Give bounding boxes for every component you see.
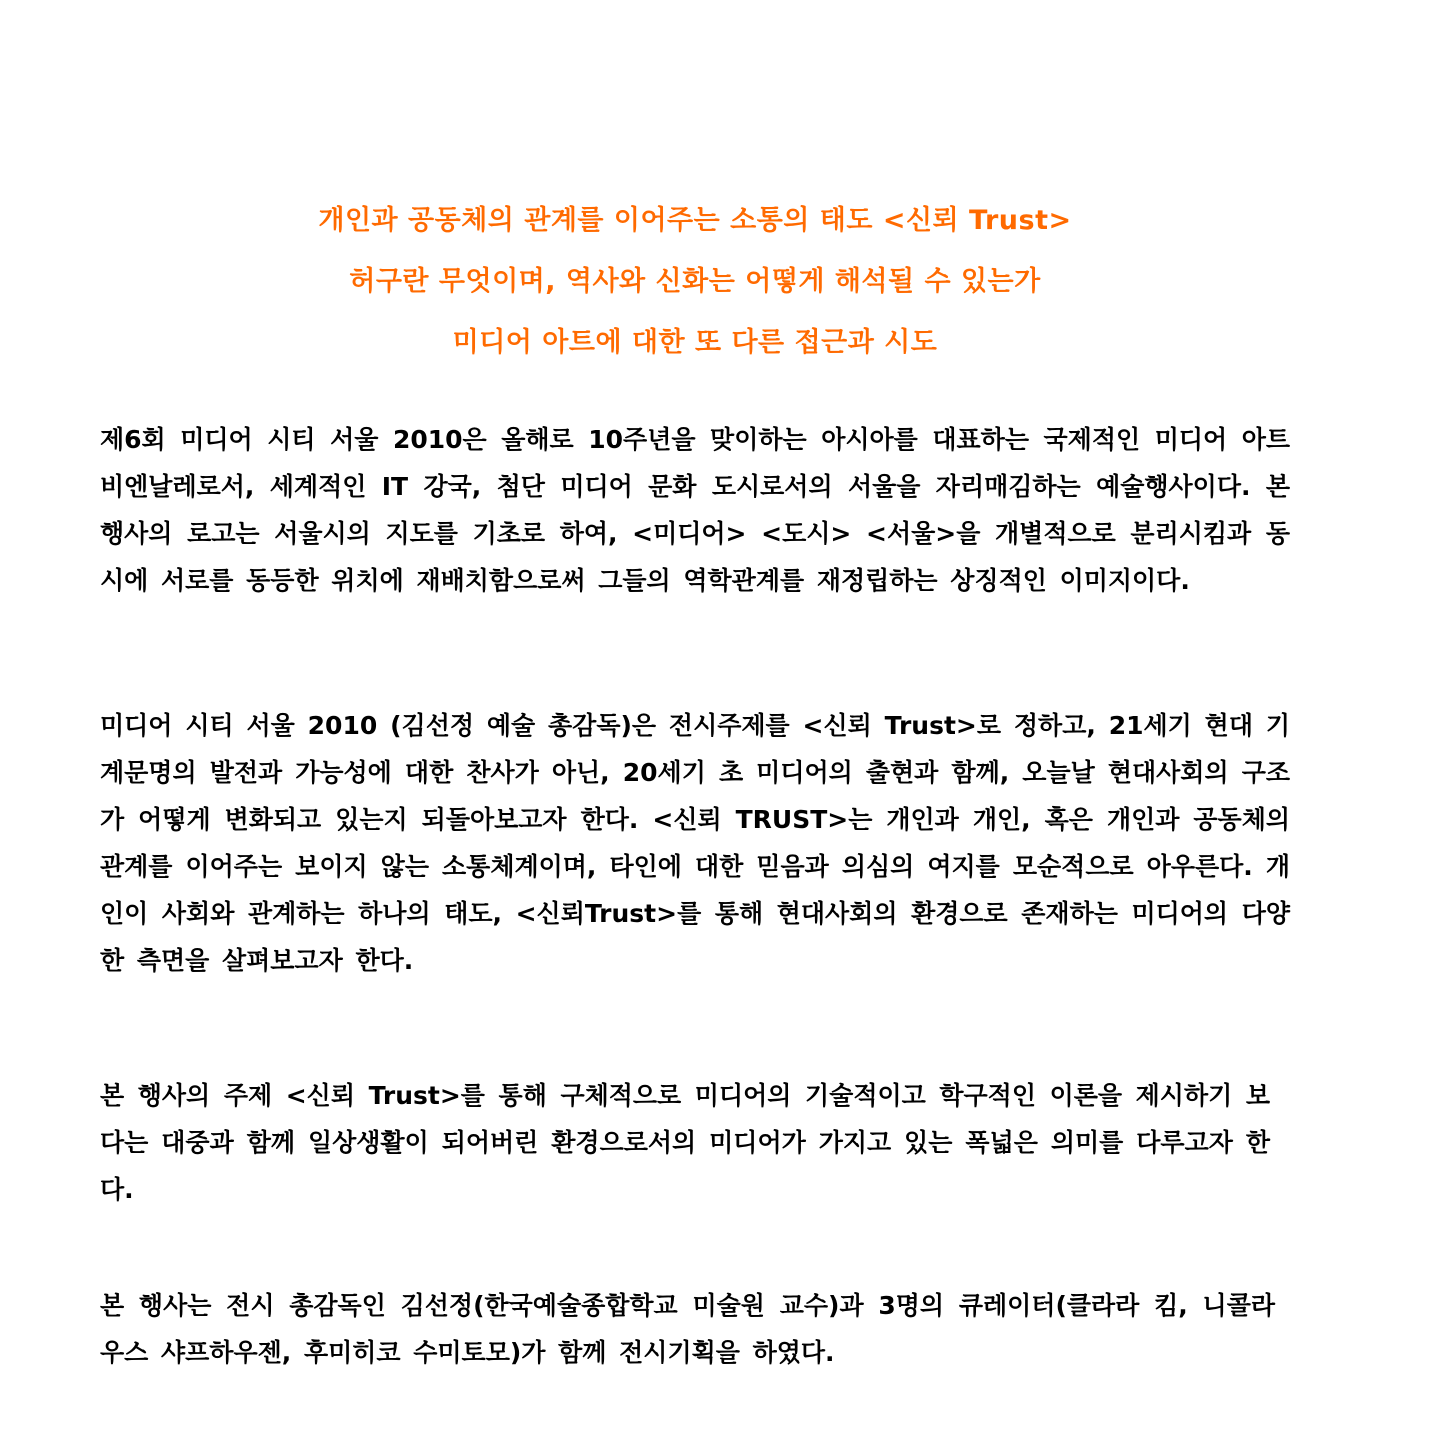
headline-line-3: 미디어 아트에 대한 또 다른 접근과 시도 <box>452 327 938 358</box>
body-paragraph-4: 본 행사는 전시 총감독인 김선정(한국예술종합학교 미술원 교수)과 3명의 큐레이터(클라라 킴, 니콜라우스 샤프하우젠, 후미히코 수미토모)가 함께 전시기획을 하였다. <box>100 1291 1275 1367</box>
body-paragraph-3: 본 행사의 주제 <신뢰 Trust>를 통해 구체적으로 미디어의 기술적이고 학구적인 이론을 제시하기 보다는 대중과 함께 일상생활이 되어버린 환경으로서의 미디어가 가지고 있는 폭넓은 의미를 다루고자 한다. <box>100 1081 1270 1204</box>
headline-block <box>100 190 1290 373</box>
body-paragraph-2: 미디어 시티 서울 2010 (김선정 예술 총감독)은 전시주제를 <신뢰 Trust>로 정하고, 21세기 현대 기계문명의 발전과 가능성에 대한 찬사가 아닌, 20세기 초 미디어의 출현과 함께, 오늘날 현대사회의 구조가 어떻게 변화되고 있는지 되돌아보고자 한다. <신뢰 TRUST>는 개인과 개인, 혹은 개인과 공동체의 관계를 이어주는 보이지 않는 소통체계이며, 타인에 대한 믿음과 의심의 여지를 모순적으로 아우른다. 개인이 사회와 관계하는 하나의 태도, <신뢰Trust>를 통해 현대사회의 환경으로 존재하는 미디어의 다양한 측면을 살펴보고자 한다. <box>100 711 1290 975</box>
headline-line-1: 개인과 공동체의 관계를 이어주는 소통의 태도 <신뢰 Trust> <box>318 205 1072 236</box>
headline-line-2: 허구란 무엇이며, 역사와 신화는 어떻게 해석될 수 있는가 <box>349 266 1041 297</box>
body-paragraph-1: 제6회 미디어 시티 서울 2010은 올해로 10주년을 맞이하는 아시아를 대표하는 국제적인 미디어 아트 비엔날레로서, 세계적인 IT 강국, 첨단 미디어 문화 도시로서의 서울을 자리매김하는 예술행사이다. 본 행사의 로고는 서울시의 지도를 기초로 하여, <미디어> <도시> <서울>을 개별적으로 분리시킴과 동시에 서로를 동등한 위치에 재배치함으로써 그들의 역학관계를 재정립하는 상징적인 이미지이다. <box>100 425 1290 595</box>
